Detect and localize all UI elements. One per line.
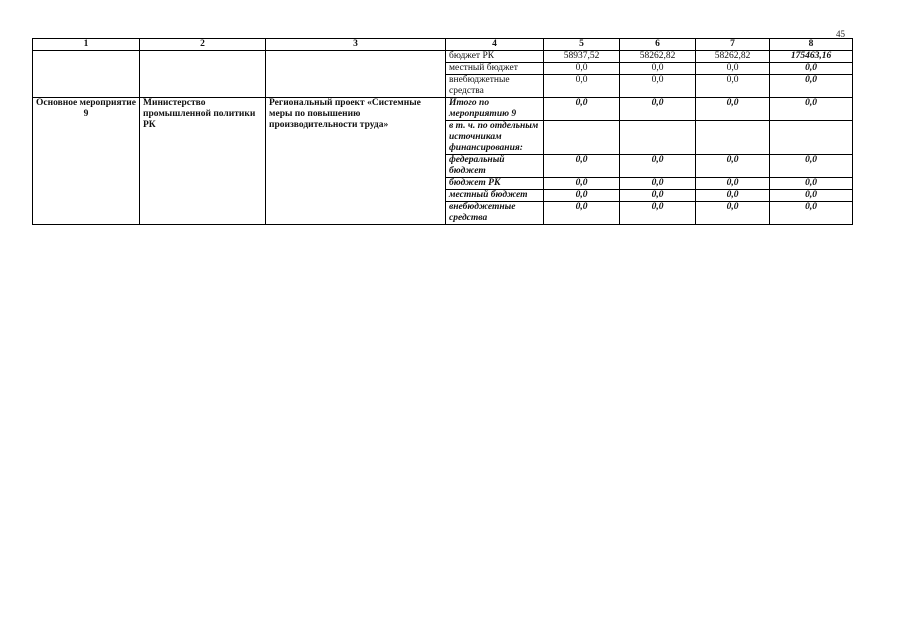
value-cell-5: 0,0 [544,75,620,98]
header-col-1: 1 [33,39,140,51]
continued-empty-cell-2 [140,51,266,98]
total-cell: 0,0 [770,155,853,178]
value-cell-5: 58937,52 [544,51,620,63]
value-cell-6: 0,0 [620,75,696,98]
funding-source-cell: Итого по мероприятию 9 [446,98,544,121]
table-row [33,51,853,63]
total-cell: 175463,16 [770,51,853,63]
value-cell-6: 0,0 [620,63,696,75]
budget-table [32,38,853,225]
funding-source-cell: внебюджетные средства [446,202,544,225]
total-cell: 0,0 [770,178,853,190]
header-row [33,39,853,51]
value-cell-6: 58262,82 [620,51,696,63]
header-col-5: 5 [544,39,620,51]
total-cell: 0,0 [770,190,853,202]
value-cell-5: 0,0 [544,155,620,178]
funding-source-cell: внебюджетные средства [446,75,544,98]
value-cell-7: 0,0 [696,75,770,98]
value-cell-7: 0,0 [696,63,770,75]
funding-source-cell: бюджет РК [446,51,544,63]
funding-source-cell: в т. ч. по отдельным источникам финансирования: [446,121,544,155]
value-cell-5: 0,0 [544,98,620,121]
value-cell-7 [696,121,770,155]
value-cell-5: 0,0 [544,190,620,202]
value-cell-6: 0,0 [620,202,696,225]
page-number: 45 [836,29,845,39]
header-col-3: 3 [266,39,446,51]
measure-name-cell: Основное мероприятие 9 [33,98,140,225]
value-cell-7: 58262,82 [696,51,770,63]
total-cell [770,121,853,155]
value-cell-6 [620,121,696,155]
value-cell-5 [544,121,620,155]
header-col-8: 8 [770,39,853,51]
continued-empty-cell-1 [33,51,140,98]
funding-source-cell: местный бюджет [446,63,544,75]
header-col-7: 7 [696,39,770,51]
table-row [33,98,853,121]
value-cell-5: 0,0 [544,63,620,75]
header-col-6: 6 [620,39,696,51]
value-cell-5: 0,0 [544,178,620,190]
value-cell-7: 0,0 [696,155,770,178]
funding-source-cell: федеральный бюджет [446,155,544,178]
value-cell-7: 0,0 [696,202,770,225]
executor-cell: Министерство промышленной политики РК [140,98,266,225]
continued-empty-cell-3 [266,51,446,98]
value-cell-6: 0,0 [620,98,696,121]
value-cell-7: 0,0 [696,98,770,121]
total-cell: 0,0 [770,98,853,121]
value-cell-6: 0,0 [620,190,696,202]
value-cell-7: 0,0 [696,178,770,190]
total-cell: 0,0 [770,202,853,225]
funding-source-cell: бюджет РК [446,178,544,190]
value-cell-6: 0,0 [620,155,696,178]
header-col-2: 2 [140,39,266,51]
funding-source-cell: местный бюджет [446,190,544,202]
total-cell: 0,0 [770,63,853,75]
value-cell-6: 0,0 [620,178,696,190]
project-cell: Региональный проект «Системные меры по повышению производительности труда» [266,98,446,225]
value-cell-5: 0,0 [544,202,620,225]
total-cell: 0,0 [770,75,853,98]
value-cell-7: 0,0 [696,190,770,202]
header-col-4: 4 [446,39,544,51]
